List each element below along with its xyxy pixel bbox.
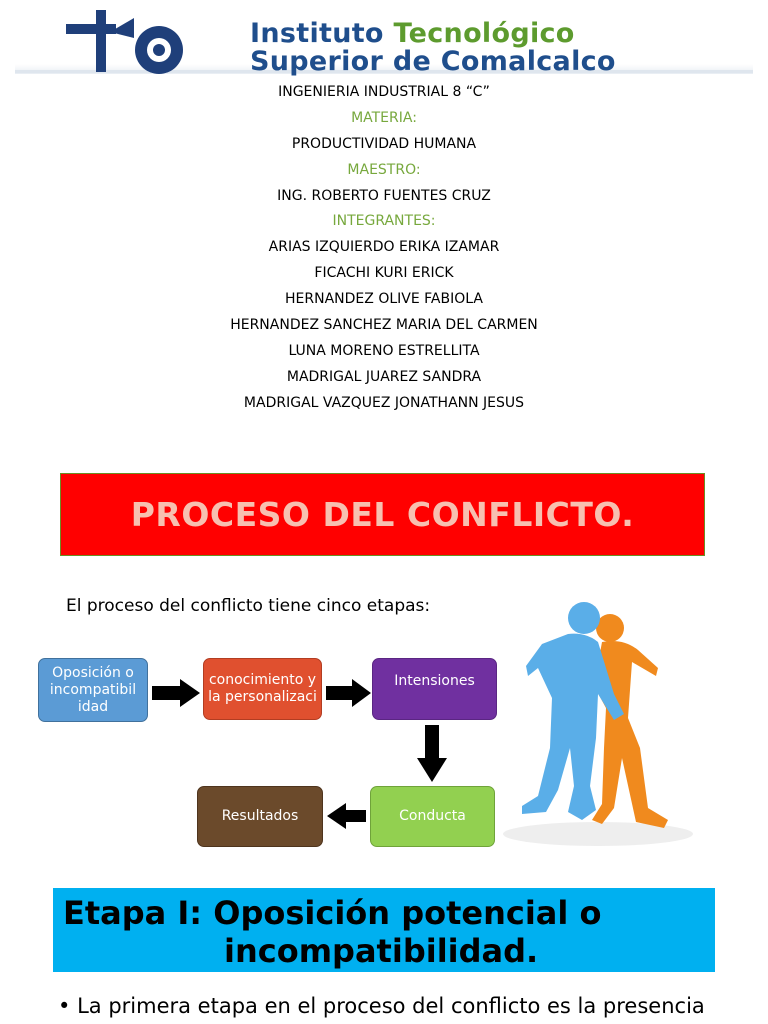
bullet-dot: •	[58, 994, 71, 1018]
member-item: MADRIGAL VAZQUEZ JONATHANN JESUS	[243, 395, 525, 411]
member-item: HERNANDEZ OLIVE FABIOLA	[285, 291, 483, 307]
teacher-label: MAESTRO:	[347, 162, 421, 178]
step-results-label: Resultados	[221, 808, 299, 824]
etapa-title-line-1: Etapa I: Oposición potencial o	[63, 894, 602, 932]
course-text: INGENIERIA INDUSTRIAL 8 “C”	[278, 84, 490, 100]
arrow-left	[327, 803, 366, 829]
step-opposition-label: Oposición o incompatibil idad	[49, 664, 137, 715]
bullet-text: La primera etapa en el proceso del conflicto es la presencia	[77, 994, 705, 1018]
arrow-down	[417, 725, 447, 782]
subject-text: PRODUCTIVIDAD HUMANA	[291, 136, 477, 152]
etapa-title-line-2: incompatibilidad.	[224, 932, 539, 970]
step-behavior-label: Conducta	[399, 808, 466, 824]
subject-label: MATERIA:	[351, 110, 417, 126]
institute-word-2: Tecnológico	[393, 18, 575, 49]
members-label: INTEGRANTES:	[332, 213, 436, 229]
member-item: FICACHI KURI ERICK	[314, 265, 454, 281]
step-cognition-label: conocimiento y la personalizaci	[208, 672, 317, 705]
arrow-right-1	[152, 679, 200, 707]
bullet-item	[58, 994, 718, 1018]
section-title: PROCESO DEL CONFLICTO.	[130, 495, 635, 534]
institute-line-2: Superior de Comalcalco	[250, 46, 616, 77]
member-item: HERNANDEZ SANCHEZ MARIA DEL CARMEN	[230, 317, 538, 333]
arrow-right-2	[326, 679, 371, 707]
step-intentions-label: Intensiones	[394, 673, 475, 689]
member-item: ARIAS IZQUIERDO ERIKA IZAMAR	[268, 239, 500, 255]
teacher-text: ING. ROBERTO FUENTES CRUZ	[277, 188, 491, 204]
member-item: LUNA MORENO ESTRELLITA	[288, 343, 480, 359]
intro-text: El proceso del conflicto tiene cinco etapas:	[66, 596, 431, 616]
member-item: MADRIGAL JUAREZ SANDRA	[286, 369, 482, 385]
etapa-title-box	[53, 888, 715, 972]
conflict-figures-illustration	[498, 598, 706, 854]
institute-word-1: Instituto	[250, 18, 384, 49]
